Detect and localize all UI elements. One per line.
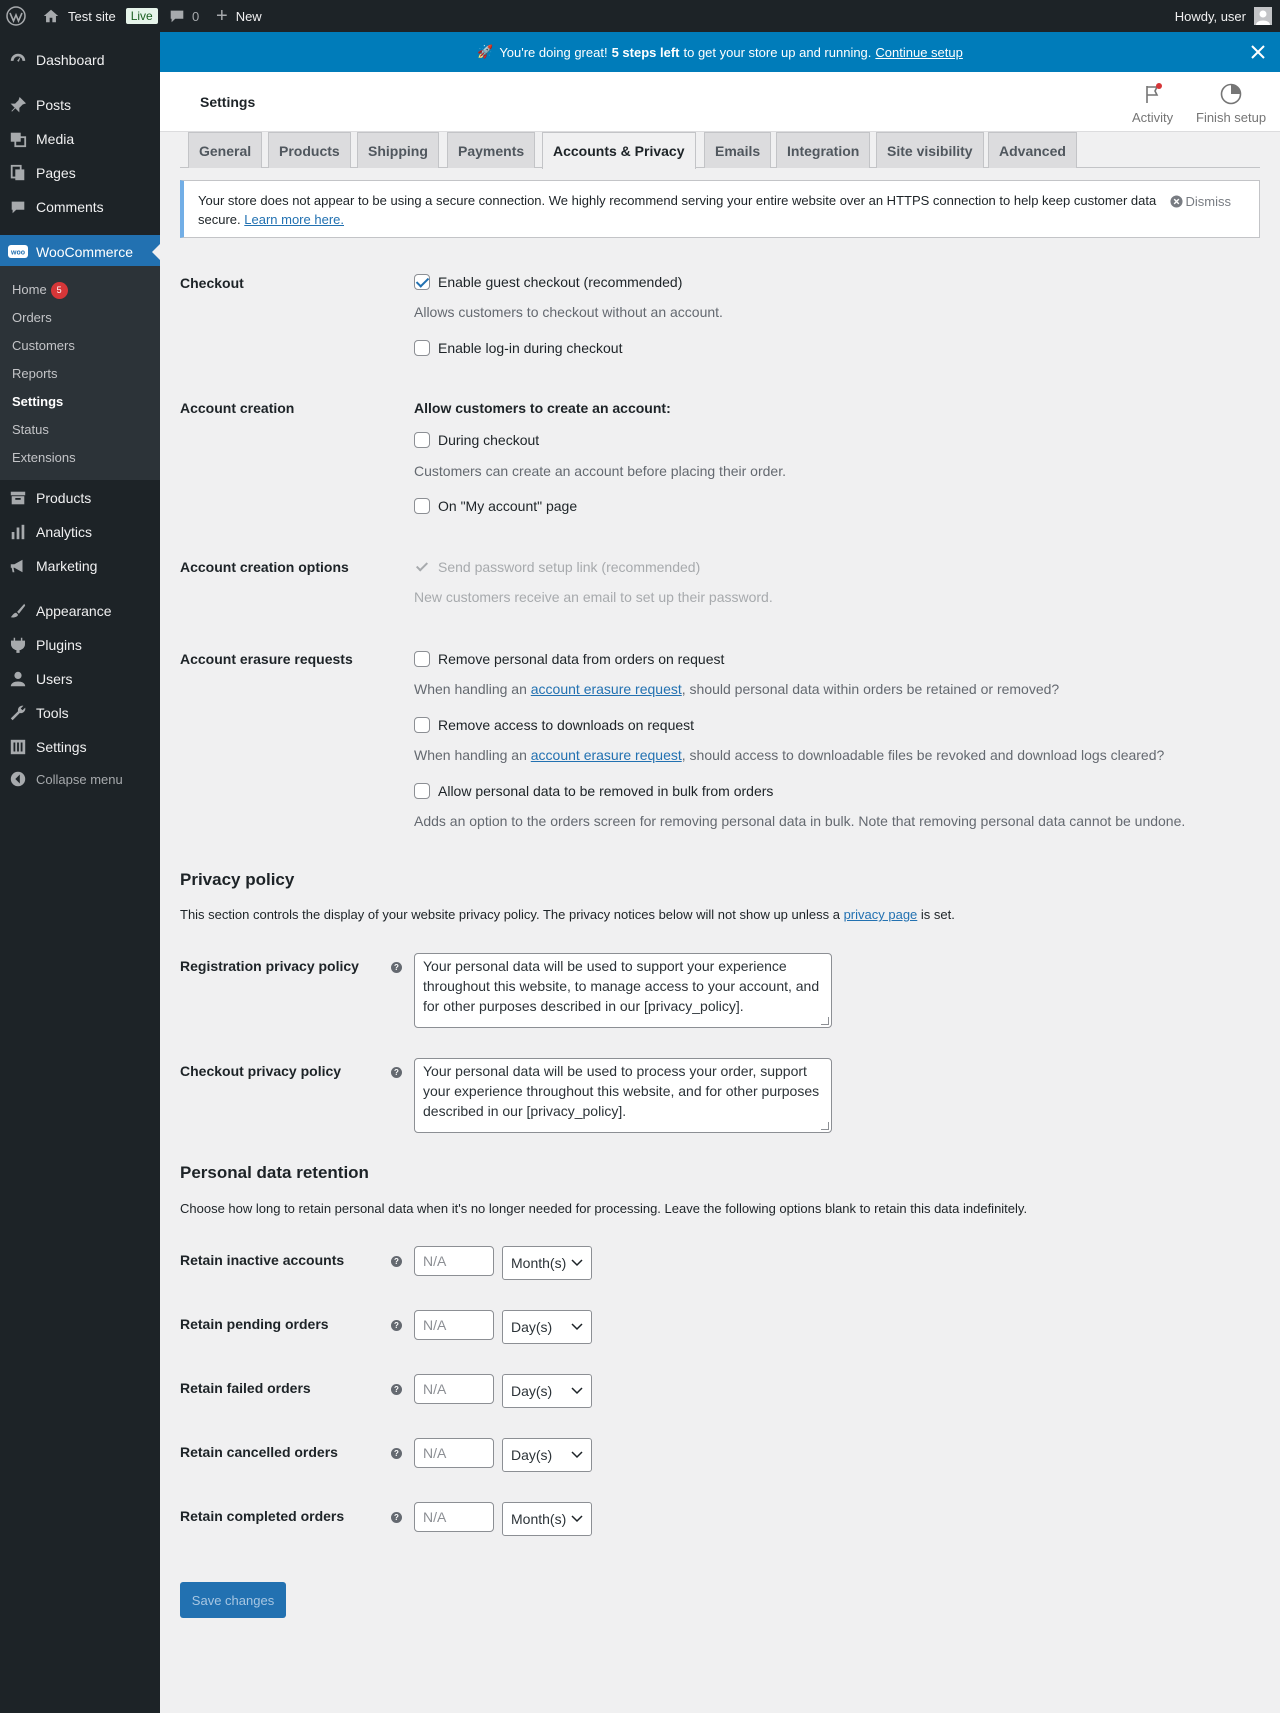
during-checkout-label[interactable]: During checkout	[438, 432, 540, 448]
comments-link[interactable]	[168, 0, 199, 32]
banner-steps: 5 steps left	[611, 44, 680, 60]
chevron-down-icon	[571, 1515, 583, 1523]
retain-inactive-accounts-label: Retain inactive accounts	[180, 1252, 345, 1268]
submenu-item-extensions[interactable]: Extensions	[12, 450, 76, 465]
help-icon[interactable]: ?	[391, 1256, 402, 1267]
finish-setup-label: Finish setup	[1196, 110, 1267, 125]
finish-setup-button[interactable]	[1196, 82, 1266, 125]
resize-grip-icon[interactable]	[821, 1017, 829, 1025]
sidebar-item-comments[interactable]	[0, 190, 160, 224]
remove-downloads-checkbox[interactable]	[414, 717, 430, 733]
tab-site-visibility[interactable]: Site visibility	[876, 132, 984, 168]
learn-more-link[interactable]: Learn more here.	[244, 212, 344, 227]
help-icon[interactable]: ?	[391, 1320, 402, 1331]
submenu-item-status[interactable]: Status	[12, 422, 49, 437]
remove-orders-description	[414, 681, 1059, 697]
guest-checkout-description: Allows customers to checkout without an account.	[414, 304, 723, 320]
account-creation-subhead: Allow customers to create an account:	[414, 400, 671, 416]
sidebar-item-pages[interactable]	[0, 156, 160, 190]
sidebar-item-label: Posts	[36, 97, 72, 113]
sidebar-item-label: Settings	[36, 739, 87, 755]
privacy-policy-description	[180, 907, 955, 922]
login-checkout-label[interactable]: Enable log-in during checkout	[438, 340, 623, 356]
live-badge: Live	[126, 8, 158, 24]
comment-icon	[8, 197, 28, 217]
home-count-badge: 5	[51, 282, 68, 299]
bulk-removal-checkbox[interactable]	[414, 783, 430, 799]
page-title: Settings	[200, 94, 256, 110]
sidebar-item-dashboard[interactable]	[0, 43, 160, 77]
retain-completed-orders-label: Retain completed orders	[180, 1508, 345, 1524]
help-icon[interactable]: ?	[391, 1512, 402, 1523]
during-checkout-checkbox[interactable]	[414, 432, 430, 448]
account-creation-label: Account creation	[180, 400, 295, 416]
howdy-text: Howdy, user	[1174, 8, 1246, 24]
sidebar-item-tools[interactable]	[0, 696, 160, 730]
save-changes-button[interactable]: Save changes	[180, 1582, 286, 1618]
sidebar-item-marketing[interactable]	[0, 549, 160, 583]
account-erasure-label: Account erasure requests	[180, 651, 353, 667]
sidebar-item-appearance[interactable]	[0, 594, 160, 628]
submenu-item-settings[interactable]: Settings	[12, 394, 64, 409]
submenu-item-home[interactable]	[12, 282, 68, 299]
woo-icon	[8, 242, 28, 262]
sidebar-item-label: Marketing	[36, 558, 98, 574]
my-account-label[interactable]: On "My account" page	[438, 498, 578, 514]
sidebar-item-products[interactable]	[0, 481, 160, 515]
submenu-item-reports[interactable]: Reports	[12, 366, 58, 381]
plug-icon	[8, 635, 28, 655]
dashboard-icon	[8, 50, 28, 70]
retain-failed-orders-label: Retain failed orders	[180, 1380, 311, 1396]
submenu-item-orders[interactable]: Orders	[12, 310, 52, 325]
page-header	[160, 72, 1280, 132]
select-value: Month(s)	[511, 1511, 567, 1527]
sidebar-item-label: Analytics	[36, 524, 93, 540]
comment-count: 0	[192, 8, 200, 24]
help-icon[interactable]: ?	[391, 962, 402, 973]
activity-label: Activity	[1132, 110, 1174, 125]
pages-icon	[8, 163, 28, 183]
sidebar-item-woocommerce[interactable]	[0, 235, 160, 269]
guest-checkout-label[interactable]: Enable guest checkout (recommended)	[438, 274, 683, 290]
woocommerce-submenu	[0, 266, 160, 480]
dismiss-label: Dismiss	[1185, 194, 1231, 209]
submenu-label: Home	[12, 282, 47, 297]
admin-bar	[0, 0, 1280, 32]
banner-text-post: to get your store up and running.	[683, 44, 872, 60]
brush-icon	[8, 601, 28, 621]
collapse-icon	[8, 769, 28, 789]
desc-text: is set.	[920, 907, 955, 922]
retain-cancelled-orders-input[interactable]: N/A	[414, 1438, 494, 1468]
sidebar-item-settings[interactable]	[0, 730, 160, 764]
desc-text: When handling an	[414, 747, 527, 763]
retain-completed-orders-input[interactable]: N/A	[414, 1502, 494, 1532]
desc-text: , should personal data within orders be retained or removed?	[681, 681, 1060, 697]
select-value: Day(s)	[511, 1447, 553, 1463]
send-password-description: New customers receive an email to set up their password.	[414, 589, 773, 605]
retain-completed-orders-unit[interactable]	[502, 1502, 592, 1536]
rocket-icon: 🚀	[477, 44, 494, 59]
sidebar-item-label: Media	[36, 131, 75, 147]
active-menu-arrow	[152, 244, 160, 260]
tab-products[interactable]: Products	[268, 132, 351, 168]
guest-checkout-checkbox[interactable]	[414, 274, 430, 290]
dismiss-button[interactable]	[1170, 192, 1232, 211]
archive-icon	[8, 488, 28, 508]
tab-advanced[interactable]: Advanced	[988, 132, 1077, 168]
textarea-value: Your personal data will be used to support your experience throughout this website, to manage access to your account, and for other purposes described in our [privacy_policy].	[423, 958, 820, 1014]
retain-failed-orders-input[interactable]: N/A	[414, 1374, 494, 1404]
banner-text: You're doing great!	[499, 44, 608, 60]
chart-bar-icon	[8, 522, 28, 542]
sidebar-item-label: Plugins	[36, 637, 82, 653]
tab-general[interactable]: General	[188, 132, 262, 168]
tab-shipping[interactable]: Shipping	[357, 132, 439, 168]
send-password-checkbox	[414, 559, 430, 575]
megaphone-icon	[8, 556, 28, 576]
tab-payments[interactable]: Payments	[447, 132, 535, 168]
continue-setup-link[interactable]: Continue setup	[875, 44, 963, 60]
sidebar-item-label: Tools	[36, 705, 69, 721]
sliders-icon	[8, 737, 28, 757]
retention-title: Personal data retention	[180, 1163, 369, 1182]
retain-failed-orders-unit[interactable]	[502, 1374, 592, 1408]
privacy-page-link[interactable]: privacy page	[843, 907, 918, 922]
my-account-link[interactable]	[1175, 0, 1272, 32]
erasure-request-link[interactable]: account erasure request	[530, 681, 682, 697]
sidebar-item-label: Appearance	[36, 603, 112, 619]
desc-text: , should access to downloadable files be revoked and download logs cleared?	[681, 747, 1165, 763]
comment-icon	[168, 7, 186, 25]
home-icon	[42, 7, 60, 25]
avatar	[1254, 7, 1272, 25]
remove-downloads-description	[414, 747, 1164, 763]
help-icon[interactable]: ?	[391, 1384, 402, 1395]
pin-icon	[8, 95, 28, 115]
registration-privacy-textarea[interactable]	[414, 953, 832, 1028]
close-icon[interactable]	[1248, 42, 1268, 62]
tab-accounts-privacy[interactable]: Accounts & Privacy	[542, 132, 696, 169]
checkout-label: Checkout	[180, 275, 244, 291]
send-password-label: Send password setup link (recommended)	[438, 559, 701, 575]
desc-text: When handling an	[414, 681, 527, 697]
setup-banner	[160, 32, 1280, 72]
ssl-notice	[180, 180, 1260, 238]
checkout-privacy-textarea[interactable]	[414, 1058, 832, 1133]
sidebar-item-label: WooCommerce	[36, 244, 133, 260]
wordpress-logo-icon[interactable]	[6, 0, 26, 32]
chevron-down-icon	[571, 1323, 583, 1331]
chevron-down-icon	[571, 1387, 583, 1395]
sidebar-item-posts[interactable]	[0, 88, 160, 122]
sidebar-item-label: Users	[36, 671, 73, 687]
registration-privacy-label: Registration privacy policy	[180, 958, 359, 974]
notice-text: Your store does not appear to be using a secure connection. We highly recommend serving your entire website over an HTTPS connection to help keep customer data secure.	[198, 193, 1157, 227]
chevron-down-icon	[571, 1259, 583, 1267]
desc-text: This section controls the display of your website privacy policy. The privacy notices below will not show up unless a	[180, 907, 840, 922]
my-account-checkbox[interactable]	[414, 498, 430, 514]
account-creation-options-label: Account creation options	[180, 559, 349, 575]
remove-orders-checkbox[interactable]	[414, 651, 430, 667]
erasure-request-link[interactable]: account erasure request	[530, 747, 682, 763]
svg-text:woo: woo	[11, 249, 25, 257]
retention-description: Choose how long to retain personal data when it's no longer needed for processing. Leave the following options blank to retain this data indefinitely.	[180, 1201, 1028, 1216]
retain-pending-orders-input[interactable]: N/A	[414, 1310, 494, 1340]
flag-icon	[1141, 82, 1165, 106]
remove-orders-label[interactable]: Remove personal data from orders on request	[438, 651, 725, 667]
retain-inactive-accounts-unit[interactable]	[502, 1246, 592, 1280]
resize-grip-icon[interactable]	[821, 1122, 829, 1130]
sidebar-item-label: Products	[36, 490, 92, 506]
checkout-privacy-label: Checkout privacy policy	[180, 1063, 342, 1079]
retain-cancelled-orders-label: Retain cancelled orders	[180, 1444, 338, 1460]
login-checkout-checkbox[interactable]	[414, 340, 430, 356]
retain-inactive-accounts-input[interactable]: N/A	[414, 1246, 494, 1276]
sidebar-item-label: Comments	[36, 199, 104, 215]
media-icon	[8, 129, 28, 149]
settings-tabs	[180, 132, 1260, 168]
sidebar-item-label: Pages	[36, 165, 76, 181]
sidebar-item-media[interactable]	[0, 122, 160, 156]
bulk-removal-label[interactable]: Allow personal data to be removed in bulk from orders	[438, 783, 774, 799]
retain-pending-orders-label: Retain pending orders	[180, 1316, 329, 1332]
select-value: Month(s)	[511, 1255, 567, 1271]
select-value: Day(s)	[511, 1319, 553, 1335]
submenu-item-customers[interactable]: Customers	[12, 338, 75, 353]
sidebar-item-label: Dashboard	[36, 52, 105, 68]
sidebar-item-label: Collapse menu	[36, 771, 123, 787]
help-icon[interactable]: ?	[391, 1067, 402, 1078]
progress-icon	[1219, 82, 1243, 106]
privacy-policy-title: Privacy policy	[180, 870, 295, 889]
chevron-down-icon	[571, 1451, 583, 1459]
retain-pending-orders-unit[interactable]	[502, 1310, 592, 1344]
sidebar-item-users[interactable]	[0, 662, 160, 696]
user-icon	[8, 669, 28, 689]
textarea-value: Your personal data will be used to process your order, support your experience throughout this website, and for other purposes described in our [privacy_policy].	[423, 1063, 820, 1119]
collapse-menu-button[interactable]	[0, 762, 160, 796]
help-icon[interactable]: ?	[391, 1448, 402, 1459]
during-checkout-description: Customers can create an account before placing their order.	[414, 463, 786, 479]
tab-emails[interactable]: Emails	[704, 132, 771, 168]
new-content-link[interactable]	[216, 0, 262, 32]
select-value: Day(s)	[511, 1383, 553, 1399]
activity-button[interactable]	[1132, 82, 1173, 125]
wrench-icon	[8, 703, 28, 723]
new-label: New	[235, 8, 262, 24]
site-name: Test site	[68, 8, 116, 24]
site-name-link[interactable]	[42, 0, 158, 32]
bulk-removal-description: Adds an option to the orders screen for removing personal data in bulk. Note that removing personal data cannot be undone.	[414, 813, 1186, 829]
dismiss-icon	[1170, 195, 1183, 208]
sidebar-item-analytics[interactable]	[0, 515, 160, 549]
sidebar-item-plugins[interactable]	[0, 628, 160, 662]
remove-downloads-label[interactable]: Remove access to downloads on request	[438, 717, 695, 733]
plus-icon: +	[216, 5, 228, 27]
tab-integration[interactable]: Integration	[776, 132, 870, 168]
retain-cancelled-orders-unit[interactable]	[502, 1438, 592, 1472]
